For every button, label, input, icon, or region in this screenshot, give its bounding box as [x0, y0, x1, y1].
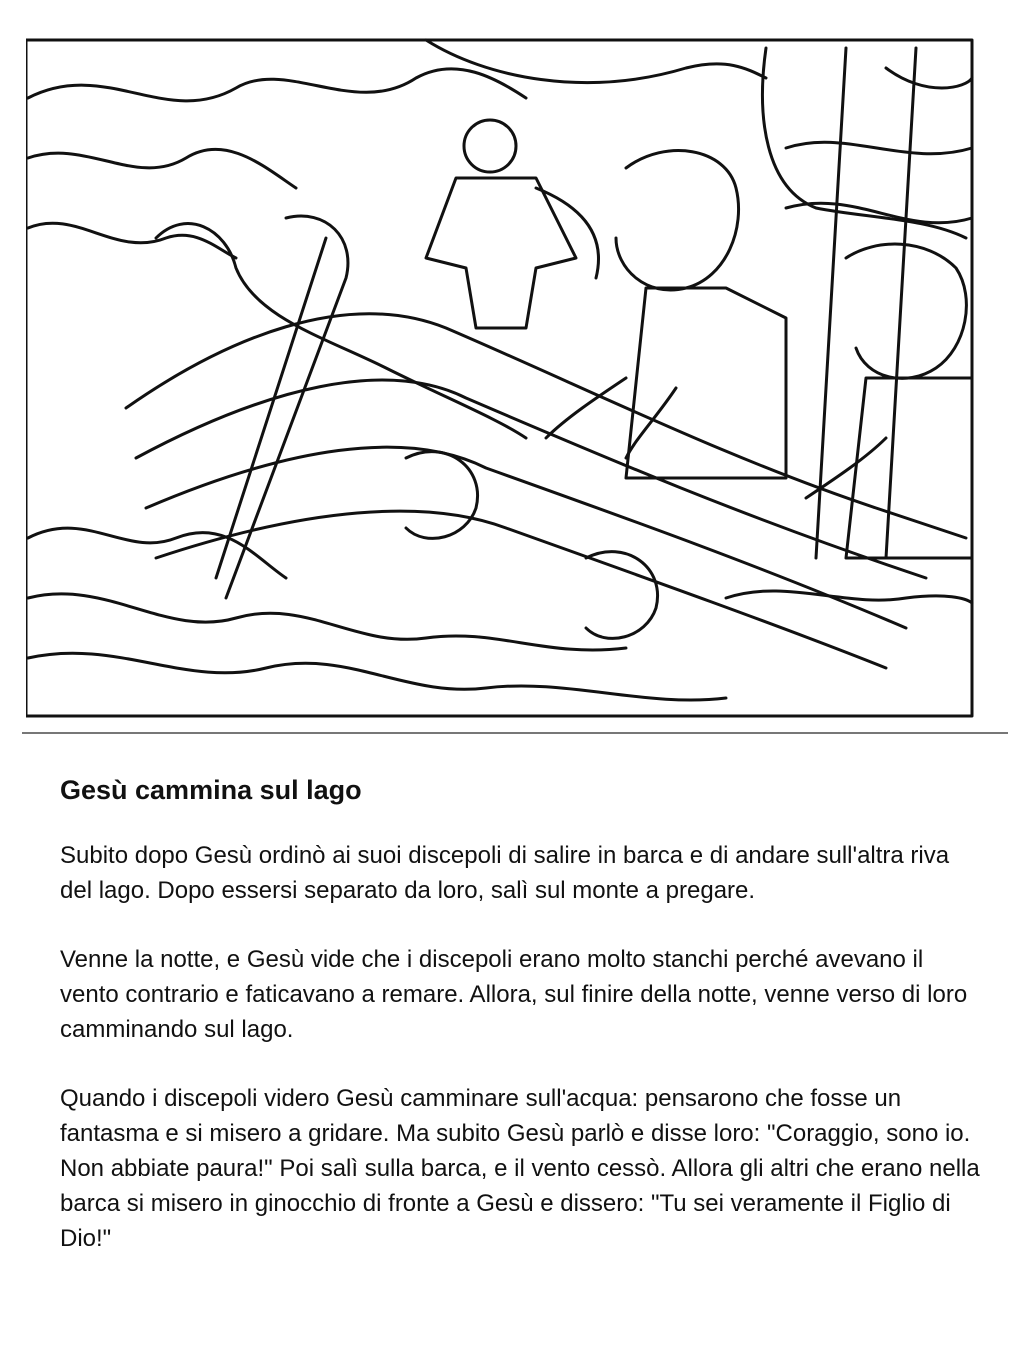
young-disciple-head	[846, 244, 966, 378]
disciple-head	[616, 151, 739, 290]
section-divider	[22, 732, 1008, 734]
wave-line	[28, 69, 526, 101]
boat-hull	[126, 314, 966, 538]
story-paragraph-3: Quando i discepoli videro Gesù camminare sull'acqua: pensarono che fosse un fantasma e si misero a gridare. Ma subito Gesù parlò e disse loro: "Coraggio, sono io. Non abbiate paura!" Poi salì sulla barca, e il vento cessò. Allora gli altri che erano nella barca si misero in ginocchio di fronte a Gesù e dissero: "Tu sei veramente il Figlio di Dio!"	[60, 1085, 980, 1252]
disciple-body	[626, 288, 786, 478]
jesus-robe	[426, 178, 576, 328]
jesus-head	[464, 120, 516, 172]
story-title: Gesù cammina sul lago	[60, 775, 362, 805]
story-paragraph-2: Venne la notte, e Gesù vide che i discepoli erano molto stanchi perché avevano il vento contrario e faticavano a remare. Allora, sul finire della notte, venne verso di loro camminando sul lago.	[60, 946, 968, 1043]
foreground-wave	[28, 528, 286, 578]
story-paragraph-1: Subito dopo Gesù ordinò ai suoi discepoli di salire in barca e di andare sull'altra riva del lago. Dopo essersi separato da loro, salì sul monte a pregare.	[60, 842, 950, 904]
coloring-illustration	[26, 38, 998, 718]
cloud-line	[426, 40, 766, 83]
young-disciple-body	[846, 378, 972, 558]
boat-storm-drawing	[26, 38, 998, 718]
story-text	[60, 770, 980, 1290]
